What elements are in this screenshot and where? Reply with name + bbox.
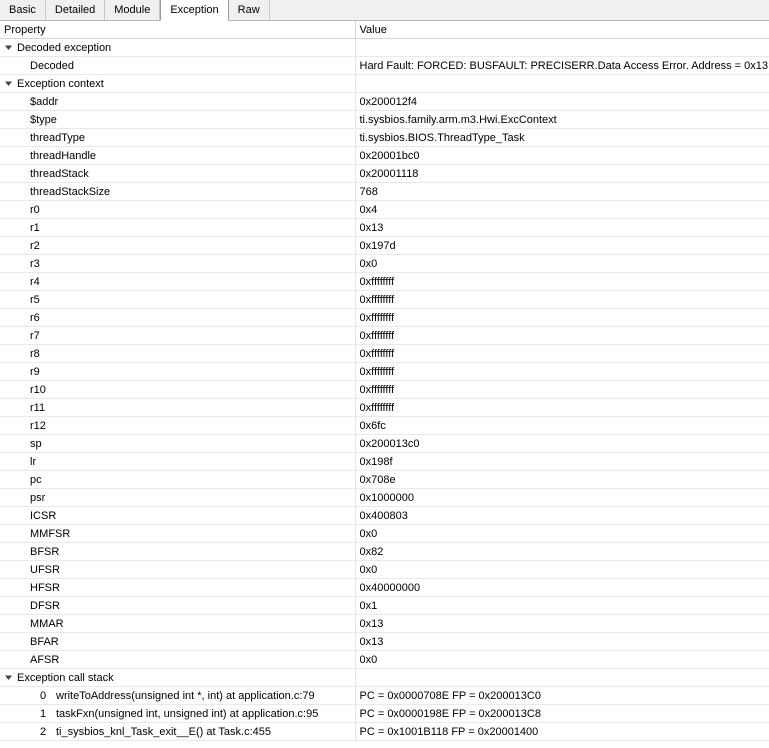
property-label: r9	[30, 365, 40, 378]
property-value: 0xffffffff	[359, 365, 395, 378]
stack-frame-index: 1	[40, 707, 47, 720]
cell-value	[355, 183, 769, 201]
tree-spacer	[15, 237, 28, 254]
table-row[interactable]	[0, 705, 769, 723]
cell-property	[0, 291, 355, 309]
table-row[interactable]	[0, 183, 769, 201]
property-label: Decoded	[30, 59, 75, 72]
cell-property	[0, 93, 355, 111]
property-value: 0x197d	[359, 239, 396, 252]
property-label: lr	[30, 455, 37, 468]
cell-value	[355, 255, 769, 273]
cell-property	[0, 111, 355, 129]
cell-property	[0, 723, 355, 741]
property-value: 0x0	[359, 257, 378, 270]
property-value: 0x82	[359, 545, 384, 558]
cell-value	[355, 687, 769, 705]
tree-spacer	[15, 183, 28, 200]
cell-value	[355, 489, 769, 507]
cell-value	[355, 615, 769, 633]
cell-value	[355, 561, 769, 579]
chevron-down-icon[interactable]	[2, 669, 15, 686]
table-body	[0, 39, 769, 741]
property-value: 0x4	[359, 203, 378, 216]
cell-property	[0, 453, 355, 471]
table-header-row	[0, 21, 769, 39]
property-label: r12	[30, 419, 46, 432]
property-value: 0x13	[359, 221, 384, 234]
cell-property	[0, 219, 355, 237]
cell-property	[0, 129, 355, 147]
property-label: r10	[30, 383, 46, 396]
property-value: 0x0	[359, 527, 378, 540]
property-label: BFAR	[30, 635, 59, 648]
tree-spacer	[15, 201, 28, 218]
property-value: ti.sysbios.family.arm.m3.Hwi.ExcContext	[359, 113, 557, 126]
cell-value	[355, 201, 769, 219]
cell-property	[0, 147, 355, 165]
property-value: 0x0	[359, 653, 378, 666]
table-row[interactable]	[0, 561, 769, 579]
table-row[interactable]	[0, 291, 769, 309]
tree-spacer	[15, 417, 28, 434]
tree-spacer	[15, 363, 28, 380]
cell-property	[0, 309, 355, 327]
property-value: PC = 0x1001B118 FP = 0x20001400	[359, 725, 539, 738]
tree-spacer	[15, 165, 28, 182]
cell-value	[355, 309, 769, 327]
property-value: 0x198f	[359, 455, 393, 468]
property-label: r6	[30, 311, 40, 324]
cell-value	[355, 543, 769, 561]
cell-value	[355, 327, 769, 345]
table-row[interactable]	[0, 219, 769, 237]
stack-frame-index: 2	[40, 725, 47, 738]
tree-spacer	[15, 399, 28, 416]
property-value: 0x1000000	[359, 491, 414, 504]
cell-property	[0, 75, 355, 93]
table-row[interactable]	[0, 471, 769, 489]
cell-value	[355, 111, 769, 129]
property-label: $addr	[30, 95, 59, 108]
cell-value	[355, 705, 769, 723]
cell-property	[0, 651, 355, 669]
property-label: r11	[30, 401, 46, 414]
cell-property	[0, 165, 355, 183]
table-row[interactable]	[0, 345, 769, 363]
cell-value	[355, 633, 769, 651]
tab-bar-filler	[270, 0, 769, 20]
cell-value	[355, 579, 769, 597]
table-row[interactable]	[0, 309, 769, 327]
tree-spacer	[15, 633, 28, 650]
tree-spacer	[15, 327, 28, 344]
table-row[interactable]	[0, 507, 769, 525]
cell-value	[355, 93, 769, 111]
cell-property	[0, 237, 355, 255]
property-label: Exception context	[17, 77, 104, 90]
property-label: $type	[30, 113, 57, 126]
table-row[interactable]	[0, 237, 769, 255]
property-label: HFSR	[30, 581, 60, 594]
tree-spacer	[15, 435, 28, 452]
cell-property	[0, 363, 355, 381]
property-label: r1	[30, 221, 40, 234]
tree-spacer	[15, 723, 28, 740]
cell-value	[355, 669, 769, 687]
cell-value	[355, 219, 769, 237]
tab-raw[interactable]	[229, 0, 270, 20]
tree-spacer	[15, 273, 28, 290]
property-value: 0x400803	[359, 509, 408, 522]
cell-property	[0, 327, 355, 345]
cell-value	[355, 129, 769, 147]
table-row[interactable]	[0, 579, 769, 597]
property-label: AFSR	[30, 653, 60, 666]
property-label: r5	[30, 293, 40, 306]
property-label: UFSR	[30, 563, 60, 576]
tree-spacer	[15, 507, 28, 524]
cell-property	[0, 417, 355, 435]
property-label: threadType	[30, 131, 86, 144]
property-label: writeToAddress(unsigned int *, int) at application.c:79	[56, 689, 315, 702]
tree-spacer	[15, 93, 28, 110]
cell-property	[0, 435, 355, 453]
property-label: psr	[30, 491, 46, 504]
table-row[interactable]	[0, 273, 769, 291]
tab-module[interactable]	[105, 0, 160, 20]
table-row[interactable]	[0, 453, 769, 471]
cell-value	[355, 399, 769, 417]
tree-spacer	[15, 345, 28, 362]
cell-property	[0, 705, 355, 723]
cell-value	[355, 57, 769, 75]
chevron-down-icon[interactable]	[2, 75, 15, 92]
cell-property	[0, 345, 355, 363]
tree-spacer	[15, 705, 28, 722]
property-value: 0xffffffff	[359, 401, 395, 414]
tree-spacer	[15, 471, 28, 488]
cell-property	[0, 255, 355, 273]
tab-exception-label: Exception	[170, 4, 219, 16]
cell-value	[355, 597, 769, 615]
tree-spacer	[15, 453, 28, 470]
tree-spacer	[15, 381, 28, 398]
property-value: 0x40000000	[359, 581, 421, 594]
cell-property	[0, 399, 355, 417]
property-label: taskFxn(unsigned int, unsigned int) at application.c:95	[56, 707, 319, 720]
property-value: 0xffffffff	[359, 329, 395, 342]
property-label: DFSR	[30, 599, 60, 612]
cell-value	[355, 345, 769, 363]
table-row[interactable]	[0, 255, 769, 273]
cell-value	[355, 147, 769, 165]
cell-value	[355, 39, 769, 57]
tree-spacer	[15, 129, 28, 146]
property-label: r8	[30, 347, 40, 360]
cell-value	[355, 381, 769, 399]
table-row[interactable]	[0, 75, 769, 93]
cell-value	[355, 723, 769, 741]
property-value: 0x200012f4	[359, 95, 417, 108]
column-header-value[interactable]: Value	[355, 21, 769, 39]
table-row[interactable]	[0, 669, 769, 687]
table-row[interactable]	[0, 201, 769, 219]
table-row[interactable]	[0, 165, 769, 183]
cell-property	[0, 183, 355, 201]
chevron-down-icon[interactable]	[2, 39, 15, 56]
property-value: 0x20001bc0	[359, 149, 420, 162]
cell-property	[0, 39, 355, 57]
table-row[interactable]	[0, 687, 769, 705]
property-label: pc	[30, 473, 42, 486]
cell-value	[355, 363, 769, 381]
table-row[interactable]	[0, 111, 769, 129]
tab-bar	[0, 0, 769, 21]
tree-spacer	[15, 615, 28, 632]
property-value: 0x0	[359, 563, 378, 576]
stack-frame-index: 0	[40, 689, 47, 702]
cell-value	[355, 525, 769, 543]
cell-value	[355, 435, 769, 453]
table-row[interactable]	[0, 327, 769, 345]
table-row[interactable]	[0, 651, 769, 669]
property-value: 0x20001118	[359, 167, 419, 180]
property-value: PC = 0x0000708E FP = 0x200013C0	[359, 689, 541, 702]
cell-property	[0, 57, 355, 75]
property-label: r0	[30, 203, 40, 216]
property-value: 0x13	[359, 617, 384, 630]
table-row[interactable]	[0, 615, 769, 633]
cell-value	[355, 453, 769, 471]
table-row[interactable]	[0, 597, 769, 615]
property-label: threadHandle	[30, 149, 97, 162]
cell-value	[355, 507, 769, 525]
cell-property	[0, 525, 355, 543]
tree-spacer	[15, 579, 28, 596]
cell-property	[0, 489, 355, 507]
table-row[interactable]	[0, 435, 769, 453]
property-label: r2	[30, 239, 40, 252]
table-row[interactable]	[0, 489, 769, 507]
tree-spacer	[15, 255, 28, 272]
cell-value	[355, 165, 769, 183]
cell-property	[0, 561, 355, 579]
tree-spacer	[15, 687, 28, 704]
cell-property	[0, 633, 355, 651]
table-row[interactable]	[0, 399, 769, 417]
property-value: 768	[359, 185, 378, 198]
tree-spacer	[15, 651, 28, 668]
tree-spacer	[15, 291, 28, 308]
property-label: threadStack	[30, 167, 89, 180]
property-label: r7	[30, 329, 40, 342]
table-row[interactable]	[0, 363, 769, 381]
tab-detailed[interactable]	[46, 0, 105, 20]
property-label: BFSR	[30, 545, 60, 558]
property-value: 0x708e	[359, 473, 396, 486]
property-value: 0xffffffff	[359, 347, 395, 360]
tree-spacer	[15, 219, 28, 236]
property-table	[0, 21, 769, 741]
tab-module-label: Module	[114, 4, 151, 16]
cell-value	[355, 273, 769, 291]
tree-spacer	[15, 309, 28, 326]
property-label: MMAR	[30, 617, 64, 630]
cell-property	[0, 597, 355, 615]
property-value: 0xffffffff	[359, 311, 395, 324]
table-row[interactable]	[0, 93, 769, 111]
cell-value	[355, 291, 769, 309]
cell-property	[0, 579, 355, 597]
property-label: Decoded exception	[17, 41, 112, 54]
table-row[interactable]	[0, 129, 769, 147]
tab-basic[interactable]	[0, 0, 46, 20]
property-label: r3	[30, 257, 40, 270]
cell-property	[0, 273, 355, 291]
cell-property	[0, 543, 355, 561]
property-label: threadStackSize	[30, 185, 111, 198]
property-value: 0xffffffff	[359, 275, 395, 288]
property-label: r4	[30, 275, 40, 288]
table-row[interactable]	[0, 723, 769, 741]
tree-spacer	[15, 561, 28, 578]
tab-raw-label: Raw	[237, 4, 260, 16]
table-row[interactable]	[0, 543, 769, 561]
cell-property	[0, 615, 355, 633]
property-label: Exception call stack	[17, 671, 114, 684]
cell-value	[355, 651, 769, 669]
tree-spacer	[15, 525, 28, 542]
property-value: 0x1	[359, 599, 378, 612]
cell-value	[355, 75, 769, 93]
property-label: ti_sysbios_knl_Task_exit__E() at Task.c:455	[56, 725, 272, 738]
table-row[interactable]	[0, 147, 769, 165]
tree-spacer	[15, 489, 28, 506]
property-value: PC = 0x0000198E FP = 0x200013C8	[359, 707, 541, 720]
cell-property	[0, 381, 355, 399]
cell-property	[0, 687, 355, 705]
property-label: sp	[30, 437, 42, 450]
property-value: 0x13	[359, 635, 384, 648]
cell-property	[0, 471, 355, 489]
cell-value	[355, 471, 769, 489]
property-value: 0xffffffff	[359, 383, 395, 396]
tab-detailed-label: Detailed	[54, 4, 96, 16]
cell-value	[355, 237, 769, 255]
property-value: 0x200013c0	[359, 437, 420, 450]
property-value: 0x6fc	[359, 419, 386, 432]
tree-spacer	[15, 147, 28, 164]
property-value: 0xffffffff	[359, 293, 395, 306]
tree-spacer	[15, 57, 28, 74]
cell-property	[0, 201, 355, 219]
cell-property	[0, 507, 355, 525]
cell-property	[0, 669, 355, 687]
tree-spacer	[15, 597, 28, 614]
table-row[interactable]	[0, 633, 769, 651]
property-table-container[interactable]	[0, 21, 769, 748]
property-value: ti.sysbios.BIOS.ThreadType_Task	[359, 131, 525, 144]
table-row[interactable]	[0, 39, 769, 57]
tree-spacer	[15, 111, 28, 128]
property-label: ICSR	[30, 509, 57, 522]
tree-spacer	[15, 543, 28, 560]
column-header-property[interactable]: Property	[0, 21, 355, 39]
table-row[interactable]	[0, 525, 769, 543]
property-label: MMFSR	[30, 527, 71, 540]
tab-basic-label: Basic	[9, 4, 36, 16]
tab-exception[interactable]	[160, 0, 228, 21]
table-row[interactable]	[0, 57, 769, 75]
property-value: Hard Fault: FORCED: BUSFAULT: PRECISERR.Data Access Error. Address = 0x13	[359, 59, 768, 72]
table-row[interactable]	[0, 381, 769, 399]
table-row[interactable]	[0, 417, 769, 435]
cell-value	[355, 417, 769, 435]
